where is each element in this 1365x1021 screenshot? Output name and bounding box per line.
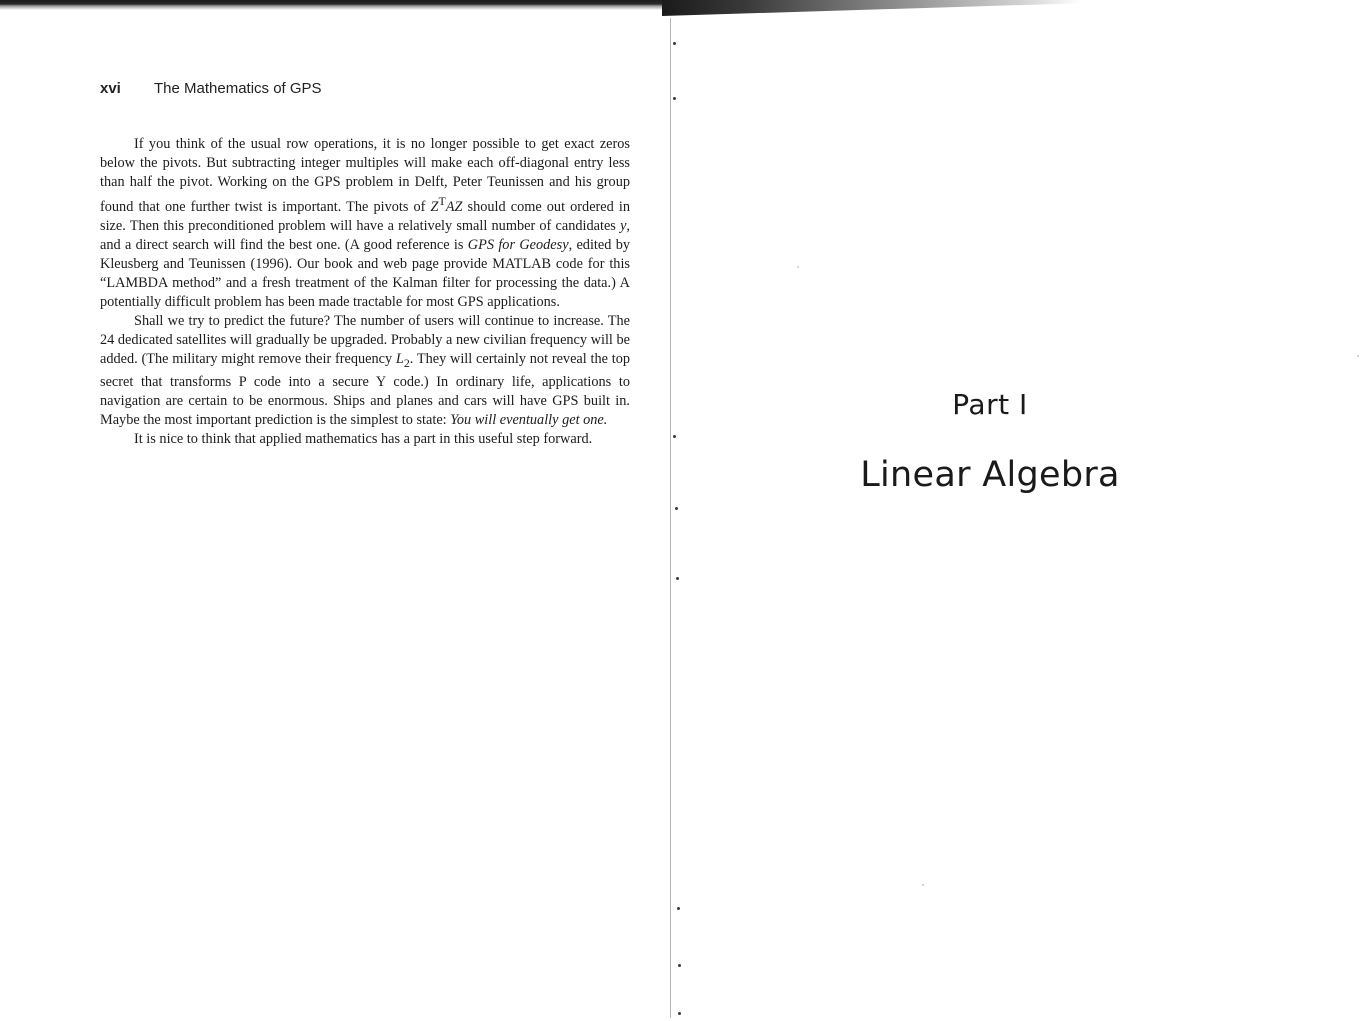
- text-run: , edited by Kleusberg and Teunissen (1996). Our book and web page provide MATLAB code for this “LAMBDA method” and a fresh treatment of the Kalman filter for processing the data.) A potentially difficult problem has been made tractable for most GPS applications.: [100, 236, 631, 310]
- math-variable: y: [620, 217, 627, 234]
- running-head: [100, 80, 630, 97]
- part-label: Part I: [952, 388, 1028, 421]
- spine-mark: [673, 435, 676, 438]
- emphasized-prediction: You will eventually get one.: [450, 411, 608, 428]
- body-text: [100, 135, 630, 449]
- spine-mark: [678, 1012, 681, 1015]
- spine-mark: [675, 507, 678, 510]
- book-reference: GPS for Geodesy: [467, 236, 569, 253]
- spine-mark: [676, 577, 679, 580]
- scan-speck: [1357, 355, 1359, 357]
- math-variable: AZ: [445, 198, 463, 215]
- math-subscript: 2: [403, 355, 410, 370]
- text-run: Shall we try to predict the future? The number of users will continue to increase. The 24 dedicated satellites will gradually be upgraded. Probably a new civilian frequency will be added. (The military might remove their frequency: [100, 312, 630, 367]
- text-run: , and a direct search will find the best one. (A good reference is: [100, 217, 630, 253]
- math-variable: Z: [430, 198, 439, 215]
- spine-mark: [673, 97, 676, 100]
- text-run: should come out ordered in size. Then this preconditioned problem will have a relatively small number of candidates: [100, 198, 630, 234]
- part-title: Linear Algebra: [860, 455, 1120, 495]
- scan-speck: [797, 266, 799, 268]
- math-superscript: T: [438, 194, 446, 208]
- page-number: xvi: [100, 80, 121, 97]
- right-page: [740, 380, 1240, 498]
- left-page: [100, 80, 630, 449]
- math-variable: L: [395, 350, 404, 367]
- paragraph-1: [100, 135, 630, 312]
- scan-speck: [922, 884, 924, 886]
- spine-mark: [678, 964, 681, 967]
- paragraph-3: [100, 430, 630, 449]
- scan-shadow-top-right: [662, 0, 1082, 16]
- running-title: The Mathematics of GPS: [154, 80, 322, 97]
- book-spine: [670, 18, 677, 1018]
- scan-shadow-top-left: [0, 0, 662, 10]
- spine-mark: [677, 907, 680, 910]
- text-run: . They will certainly not reveal the top secret that transforms P code into a secure Y code.) In ordinary life, applications to navigation are certain to be enormous. Ships and planes and cars will have GPS built in. Maybe the most important prediction is the simplest to state:: [100, 350, 630, 428]
- text-run: If you think of the usual row operations, it is no longer possible to get exact zeros below the pivots. But subtracting integer multiples will make each off-diagonal entry less than half the pivot. Working on the GPS problem in Delft, Peter Teunissen and his group found that one further twist is important. The pivots of: [100, 136, 630, 215]
- text-run: It is nice to think that applied mathematics has a part in this useful step forward.: [134, 430, 593, 447]
- spine-mark: [673, 42, 676, 45]
- paragraph-2: [100, 312, 630, 430]
